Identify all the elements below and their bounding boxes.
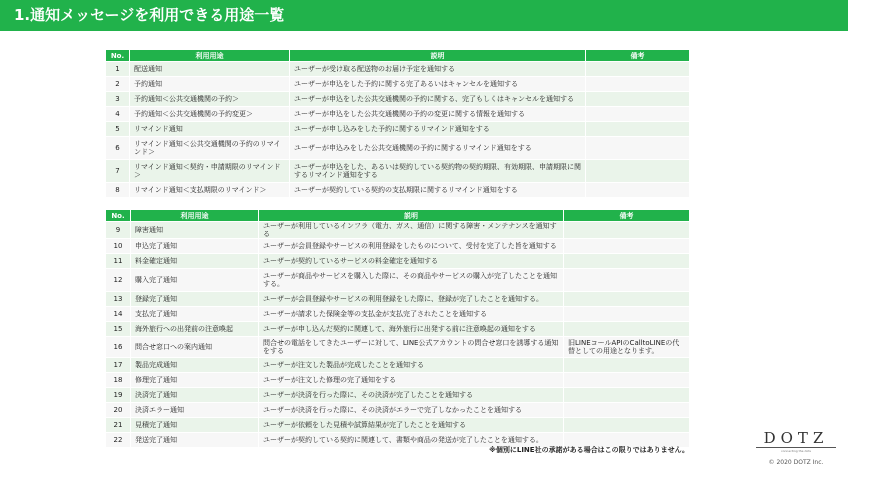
- cell-remark: [564, 322, 690, 337]
- table-row: [106, 388, 690, 403]
- cell-no: 6: [106, 137, 130, 160]
- title-bar: [0, 0, 848, 31]
- table-row: [106, 239, 690, 254]
- cell-remark: [564, 373, 690, 388]
- cell-remark: [586, 183, 690, 198]
- cell-description: ユーザーが申込をした、あるいは契約している契約物の契約期限、有効期限、申請期限に関するリマインド通知をする: [290, 160, 586, 183]
- cell-use: リマインド通知＜公共交通機関の予約のリマインド＞: [130, 137, 290, 160]
- dotz-logo: DOTZ: [763, 429, 829, 447]
- cell-no: 2: [106, 77, 130, 92]
- cell-no: 12: [106, 269, 131, 292]
- cell-description: ユーザーが契約している契約の支払期限に関するリマインド通知をする: [290, 183, 586, 198]
- cell-description: ユーザーが契約しているサービスの料金確定を通知する: [259, 254, 564, 269]
- table-row: [106, 292, 690, 307]
- table-row: [106, 358, 690, 373]
- page-title: 1.通知メッセージを利用できる用途一覧: [14, 6, 285, 24]
- cell-use: 支払完了通知: [131, 307, 259, 322]
- usage-table-2: [105, 209, 690, 448]
- table-row: [106, 107, 690, 122]
- table-row: [106, 403, 690, 418]
- cell-description: ユーザーが申込をした公共交通機関の予約に関する、完了もしくはキャンセルを通知する: [290, 92, 586, 107]
- table-row: [106, 373, 690, 388]
- cell-remark: [564, 358, 690, 373]
- table-header-row: [106, 210, 690, 222]
- cell-use: 申込完了通知: [131, 239, 259, 254]
- cell-remark: [586, 160, 690, 183]
- cell-description: 問合せの電話をしてきたユーザーに対して、LINE公式アカウントの問合せ窓口を誘導する通知をする: [259, 337, 564, 358]
- cell-remark: [564, 292, 690, 307]
- logo-divider: [756, 447, 836, 448]
- table-row: [106, 254, 690, 269]
- cell-use: 配送通知: [130, 62, 290, 77]
- cell-use: 予約通知＜公共交通機関の予約＞: [130, 92, 290, 107]
- cell-use: 発送完了通知: [131, 433, 259, 448]
- cell-no: 5: [106, 122, 130, 137]
- cell-description: ユーザーが受け取る配送物のお届け予定を通知する: [290, 62, 586, 77]
- cell-use: 障害通知: [131, 222, 259, 239]
- cell-use: リマインド通知: [130, 122, 290, 137]
- cell-no: 1: [106, 62, 130, 77]
- cell-description: ユーザーが会員登録やサービスの利用登録をした際に、登録が完了したことを通知する。: [259, 292, 564, 307]
- header-remark: 備考: [564, 210, 690, 222]
- table-body: [106, 222, 690, 448]
- cell-description: ユーザーが申込をした予約に関する完了あるいはキャンセルを通知する: [290, 77, 586, 92]
- cell-remark: [586, 77, 690, 92]
- cell-description: ユーザーが注文した修理の完了通知をする: [259, 373, 564, 388]
- cell-description: ユーザーが請求した保険金等の支払金が支払完了されたことを通知する: [259, 307, 564, 322]
- cell-use: 購入完了通知: [131, 269, 259, 292]
- header-description: 説明: [259, 210, 564, 222]
- table-header-row: [106, 50, 690, 62]
- cell-use: リマインド通知＜契約・申請期限のリマインド＞: [130, 160, 290, 183]
- table-row: [106, 77, 690, 92]
- cell-description: ユーザーが利用しているインフラ（電力、ガス、通信）に関する障害・メンテナンスを通知する: [259, 222, 564, 239]
- cell-no: 19: [106, 388, 131, 403]
- table-row: [106, 418, 690, 433]
- cell-remark: [564, 222, 690, 239]
- table-body: [106, 62, 690, 198]
- cell-description: ユーザーが商品やサービスを購入した際に、その商品やサービスの購入が完了したことを通知する。: [259, 269, 564, 292]
- cell-no: 4: [106, 107, 130, 122]
- cell-no: 11: [106, 254, 131, 269]
- cell-remark: [564, 403, 690, 418]
- table-row: [106, 137, 690, 160]
- footnote: ※個別にLINE社の承諾がある場合はこの限りではありません。: [489, 446, 689, 454]
- cell-no: 17: [106, 358, 131, 373]
- header-use: 利用用途: [130, 50, 290, 62]
- table-row: [106, 222, 690, 239]
- cell-use: 製品完成通知: [131, 358, 259, 373]
- cell-remark: [564, 418, 690, 433]
- table-row: [106, 307, 690, 322]
- cell-use: 決済エラー通知: [131, 403, 259, 418]
- cell-remark: [564, 239, 690, 254]
- cell-remark: [586, 62, 690, 77]
- cell-no: 13: [106, 292, 131, 307]
- cell-description: ユーザーが申し込みをした予約に関するリマインド通知をする: [290, 122, 586, 137]
- cell-remark: 旧LINEコールAPIのCalltoLINEの代替としての用途となります。: [564, 337, 690, 358]
- cell-description: ユーザーが申込みをした公共交通機関の予約に関するリマインド通知をする: [290, 137, 586, 160]
- cell-no: 9: [106, 222, 131, 239]
- cell-remark: [586, 107, 690, 122]
- header-description: 説明: [290, 50, 586, 62]
- usage-table-1: [105, 49, 690, 198]
- cell-no: 3: [106, 92, 130, 107]
- table-row: [106, 322, 690, 337]
- table-row: [106, 160, 690, 183]
- cell-no: 21: [106, 418, 131, 433]
- cell-remark: [586, 137, 690, 160]
- cell-use: リマインド通知＜支払期限のリマインド＞: [130, 183, 290, 198]
- cell-use: 問合せ窓口への案内通知: [131, 337, 259, 358]
- cell-no: 18: [106, 373, 131, 388]
- cell-use: 料金確定通知: [131, 254, 259, 269]
- cell-use: 登録完了通知: [131, 292, 259, 307]
- cell-description: ユーザーが決済を行った際に、その決済がエラーで完了しなかったことを通知する: [259, 403, 564, 418]
- cell-description: ユーザーが申込をした公共交通機関の予約の変更に関する情報を通知する: [290, 107, 586, 122]
- cell-no: 16: [106, 337, 131, 358]
- cell-no: 15: [106, 322, 131, 337]
- table-row: [106, 122, 690, 137]
- copyright: © 2020 DOTZ Inc.: [768, 459, 824, 466]
- cell-description: ユーザーが依頼をした見積や試算結果が完了したことを通知する: [259, 418, 564, 433]
- header-no: No.: [106, 210, 131, 222]
- cell-no: 7: [106, 160, 130, 183]
- cell-remark: [586, 122, 690, 137]
- header-use: 利用用途: [131, 210, 259, 222]
- cell-description: ユーザーが会員登録やサービスの利用登録をしたものについて、受付を完了した旨を通知する: [259, 239, 564, 254]
- cell-remark: [586, 92, 690, 107]
- cell-remark: [564, 307, 690, 322]
- cell-description: ユーザーが決済を行った際に、その決済が完了したことを通知する: [259, 388, 564, 403]
- cell-no: 8: [106, 183, 130, 198]
- cell-no: 20: [106, 403, 131, 418]
- table-row: [106, 92, 690, 107]
- logo-tagline: connecting the dots: [781, 449, 811, 453]
- cell-no: 22: [106, 433, 131, 448]
- table-row: [106, 62, 690, 77]
- table-row: [106, 337, 690, 358]
- cell-remark: [564, 388, 690, 403]
- cell-use: 決済完了通知: [131, 388, 259, 403]
- cell-description: ユーザーが契約している契約に関連して、書類や商品の発送が完了したことを通知する。: [259, 433, 564, 448]
- table-row: [106, 183, 690, 198]
- header-no: No.: [106, 50, 130, 62]
- cell-description: ユーザーが申し込んだ契約に関連して、海外旅行に出発する前に注意喚起の通知をする: [259, 322, 564, 337]
- cell-no: 14: [106, 307, 131, 322]
- cell-description: ユーザーが注文した製品が完成したことを通知する: [259, 358, 564, 373]
- table-row: [106, 269, 690, 292]
- cell-use: 海外旅行への出発前の注意喚起: [131, 322, 259, 337]
- cell-use: 予約通知: [130, 77, 290, 92]
- cell-remark: [564, 254, 690, 269]
- cell-no: 10: [106, 239, 131, 254]
- cell-remark: [564, 269, 690, 292]
- cell-use: 見積完了通知: [131, 418, 259, 433]
- header-remark: 備考: [586, 50, 690, 62]
- cell-use: 修理完了通知: [131, 373, 259, 388]
- cell-use: 予約通知＜公共交通機関の予約変更＞: [130, 107, 290, 122]
